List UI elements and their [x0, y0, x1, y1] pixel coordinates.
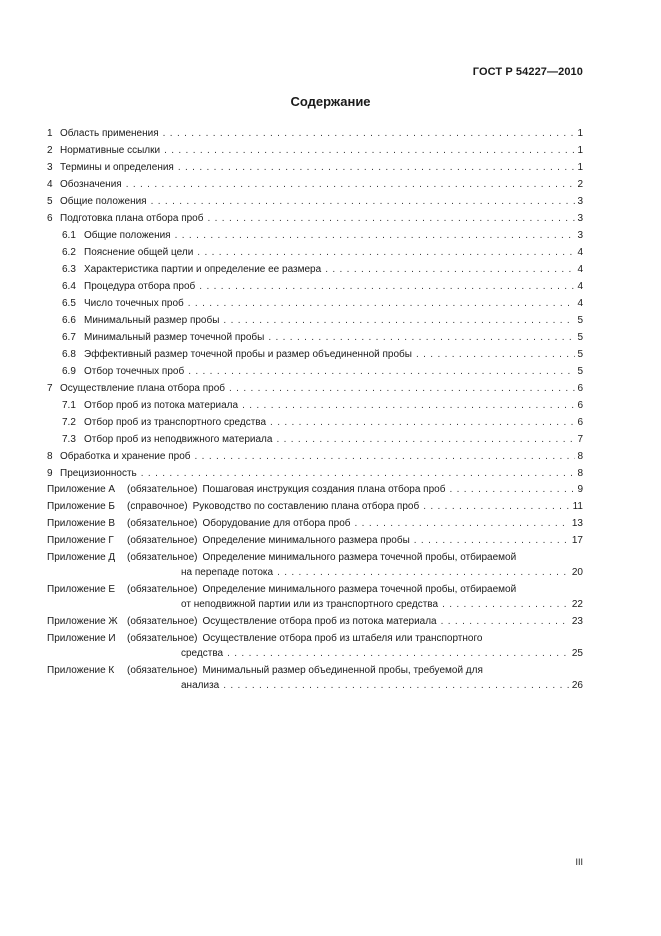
- appendix-first-line: [47, 482, 583, 497]
- toc-entry-line: [62, 261, 583, 278]
- toc-entry[interactable]: [47, 397, 583, 414]
- toc-entry-line: [47, 465, 583, 482]
- appendix-title: Определение минимального размера точечной пробы, отбираемой: [202, 552, 517, 563]
- document-standard-number: ГОСТ Р 54227—2010: [472, 66, 583, 78]
- appendix-first-line: [47, 516, 583, 531]
- appendix-title-continuation: от неподвижной партии или из транспортного средства: [181, 599, 439, 610]
- appendix-category: (обязательное): [127, 535, 198, 546]
- toc-entry-label: Подготовка плана отбора проб: [60, 213, 204, 224]
- toc-entry-line: [47, 125, 583, 142]
- toc-appendices: [47, 482, 583, 693]
- toc-entry-label: Общие положения: [60, 196, 147, 207]
- toc-entry[interactable]: [47, 261, 583, 278]
- toc-leader-dots: [270, 414, 575, 431]
- toc-entry-line: [47, 448, 583, 465]
- toc-entry-number: 9: [47, 468, 53, 479]
- toc-entry[interactable]: [47, 176, 583, 193]
- toc-entry-page: 5: [577, 315, 583, 326]
- toc-leader-dots: [163, 125, 575, 142]
- toc-appendix-entry[interactable]: [47, 516, 583, 531]
- toc-entry-number: 6.8: [62, 349, 76, 360]
- toc-entry[interactable]: [47, 414, 583, 431]
- toc-leader-dots: [164, 142, 575, 159]
- toc-leader-dots: [242, 397, 575, 414]
- toc-entry-line: [62, 244, 583, 261]
- appendix-key: Приложение В: [47, 518, 116, 529]
- toc-entry-label: Число точечных проб: [84, 298, 184, 309]
- toc-entry-number: 1: [47, 128, 53, 139]
- appendix-page: 9: [577, 484, 583, 495]
- toc-leader-dots: [229, 380, 575, 397]
- appendix-category: (обязательное): [127, 518, 198, 529]
- toc-entry[interactable]: [47, 227, 583, 244]
- appendix-key: Приложение И: [47, 633, 116, 644]
- toc-entry[interactable]: [47, 363, 583, 380]
- toc-entry-line: [47, 193, 583, 210]
- toc-leader-dots: [199, 278, 575, 295]
- toc-leader-dots: [442, 597, 570, 612]
- toc-leader-dots: [178, 159, 575, 176]
- toc-leader-dots: [441, 614, 570, 629]
- appendix-first-line: [47, 631, 583, 646]
- toc-entry[interactable]: [47, 448, 583, 465]
- appendix-category: (обязательное): [127, 665, 198, 676]
- toc-entry-label: Минимальный размер пробы: [84, 315, 220, 326]
- toc-entry-number: 8: [47, 451, 53, 462]
- toc-appendix-entry[interactable]: [47, 533, 583, 548]
- toc-entry[interactable]: [47, 142, 583, 159]
- toc-entry-page: 3: [577, 196, 583, 207]
- toc-leader-dots: [325, 261, 575, 278]
- toc-entry-line: [62, 227, 583, 244]
- appendix-category: (обязательное): [127, 552, 198, 563]
- toc-entry-page: 2: [577, 179, 583, 190]
- toc-entry-number: 6.5: [62, 298, 76, 309]
- toc-entry-number: 6.6: [62, 315, 76, 326]
- appendix-title-continuation-line: [47, 678, 583, 693]
- toc-entry-number: 6.7: [62, 332, 76, 343]
- toc-entry-line: [62, 397, 583, 414]
- toc-entry-number: 7: [47, 383, 53, 394]
- toc-entry[interactable]: [47, 159, 583, 176]
- toc-entry-label: Отбор проб из неподвижного материала: [84, 434, 273, 445]
- toc-entry-label: Нормативные ссылки: [60, 145, 161, 156]
- toc-entry[interactable]: [47, 329, 583, 346]
- toc-leader-dots: [223, 312, 575, 329]
- toc-leader-dots: [268, 329, 575, 346]
- appendix-title: Определение минимального размера точечной пробы, отбираемой: [202, 584, 517, 595]
- toc-entry-line: [47, 210, 583, 227]
- toc-entry-label: Прецизионность: [60, 468, 137, 479]
- toc-entry-label: Обозначения: [60, 179, 122, 190]
- appendix-title-continuation-line: [47, 565, 583, 580]
- appendix-first-line: [47, 582, 583, 597]
- toc-entry[interactable]: [47, 210, 583, 227]
- toc-leader-dots: [414, 533, 570, 548]
- appendix-first-line: [47, 499, 583, 514]
- toc-entry-label: Минимальный размер точечной пробы: [84, 332, 265, 343]
- toc-leader-dots: [207, 210, 575, 227]
- appendix-title: Определение минимального размера пробы: [202, 535, 410, 546]
- toc-entry-page: 5: [577, 332, 583, 343]
- toc-leader-dots: [188, 363, 575, 380]
- toc-leader-dots: [175, 227, 575, 244]
- toc-entry-label: Отбор проб из транспортного средства: [84, 417, 267, 428]
- appendix-page: 11: [572, 501, 583, 512]
- toc-entry[interactable]: [47, 380, 583, 397]
- appendix-key: Приложение Б: [47, 501, 115, 512]
- toc-entry-page: 1: [577, 145, 583, 156]
- appendix-category: (обязательное): [127, 633, 198, 644]
- appendix-category: (обязательное): [127, 484, 198, 495]
- toc-entry-label: Процедура отбора проб: [84, 281, 196, 292]
- toc-leader-dots: [276, 431, 575, 448]
- toc-appendix-entry[interactable]: [47, 499, 583, 514]
- toc-entry-page: 7: [577, 434, 583, 445]
- appendix-title-continuation: средства: [181, 648, 224, 659]
- toc-entry-line: [62, 363, 583, 380]
- toc-entry[interactable]: [47, 278, 583, 295]
- appendix-page: 22: [571, 599, 583, 610]
- appendix-page: 17: [571, 535, 583, 546]
- toc-entry-number: 6.3: [62, 264, 76, 275]
- toc-entry-page: 1: [577, 128, 583, 139]
- toc-entry-label: Осуществление плана отбора проб: [60, 383, 226, 394]
- toc-entry[interactable]: [47, 346, 583, 363]
- toc-entry-page: 5: [577, 366, 583, 377]
- toc-entry-number: 6.2: [62, 247, 76, 258]
- toc-entry-number: 3: [47, 162, 53, 173]
- toc-entry-line: [47, 380, 583, 397]
- toc-entry-page: 6: [577, 400, 583, 411]
- appendix-key: Приложение А: [47, 484, 116, 495]
- toc-entry-number: 6.4: [62, 281, 76, 292]
- appendix-page: 13: [571, 518, 583, 529]
- toc-entry-line: [62, 414, 583, 431]
- toc-entry-line: [47, 142, 583, 159]
- toc-entry-label: Пояснение общей цели: [84, 247, 194, 258]
- appendix-title: Оборудование для отбора проб: [202, 518, 351, 529]
- appendix-key: Приложение Ж: [47, 616, 118, 627]
- toc-entry-line: [62, 346, 583, 363]
- toc-entry-label: Общие положения: [84, 230, 171, 241]
- toc-leader-dots: [227, 646, 570, 661]
- appendix-title: Осуществление отбора проб из потока материала: [202, 616, 437, 627]
- appendix-page: 25: [571, 648, 583, 659]
- toc-entry-page: 4: [577, 264, 583, 275]
- toc-entry-number: 6.1: [62, 230, 76, 241]
- toc-leader-dots: [277, 565, 570, 580]
- toc-entry-number: 4: [47, 179, 53, 190]
- toc-entry-number: 2: [47, 145, 53, 156]
- toc-entry-page: 1: [577, 162, 583, 173]
- toc-entry-number: 7.2: [62, 417, 76, 428]
- appendix-title: Руководство по составлению плана отбора проб: [192, 501, 420, 512]
- appendix-first-line: [47, 614, 583, 629]
- toc-entry-page: 4: [577, 281, 583, 292]
- toc-entry-number: 6: [47, 213, 53, 224]
- toc-leader-dots: [141, 465, 575, 482]
- appendix-title-continuation-line: [47, 646, 583, 661]
- appendix-title: Пошаговая инструкция создания плана отбора проб: [202, 484, 446, 495]
- toc-entry-label: Характеристика партии и определение ее размера: [84, 264, 322, 275]
- toc-entry-page: 3: [577, 230, 583, 241]
- toc-entry-page: 6: [577, 417, 583, 428]
- appendix-title-continuation: анализа: [181, 680, 220, 691]
- toc-entry[interactable]: [47, 431, 583, 448]
- toc-entry-number: 6.9: [62, 366, 76, 377]
- toc-entry-line: [47, 159, 583, 176]
- toc-entry-line: [62, 278, 583, 295]
- toc-entry-label: Отбор проб из потока материала: [84, 400, 239, 411]
- appendix-first-line: [47, 550, 583, 565]
- appendix-category: (обязательное): [127, 584, 198, 595]
- appendix-page: 26: [571, 680, 583, 691]
- toc-entry-label: Отбор точечных проб: [84, 366, 185, 377]
- appendix-key: Приложение Г: [47, 535, 114, 546]
- appendix-title: Минимальный размер объединенной пробы, требуемой для: [202, 665, 483, 676]
- toc-entry-number: 5: [47, 196, 53, 207]
- appendix-key: Приложение Е: [47, 584, 116, 595]
- table-of-contents: [47, 125, 583, 695]
- toc-leader-dots: [223, 678, 570, 693]
- toc-appendix-entry[interactable]: [47, 482, 583, 497]
- appendix-first-line: [47, 533, 583, 548]
- toc-entry-page: 5: [577, 349, 583, 360]
- toc-sections: [47, 125, 583, 482]
- toc-entry[interactable]: [47, 125, 583, 142]
- toc-appendix-entry[interactable]: [47, 550, 583, 580]
- toc-entry[interactable]: [47, 312, 583, 329]
- toc-appendix-entry[interactable]: [47, 663, 583, 693]
- toc-leader-dots: [151, 193, 575, 210]
- toc-entry-label: Обработка и хранение проб: [60, 451, 191, 462]
- toc-leader-dots: [197, 244, 575, 261]
- toc-leader-dots: [355, 516, 570, 531]
- toc-entry-number: 7.3: [62, 434, 76, 445]
- appendix-page: 20: [571, 567, 583, 578]
- toc-entry-page: 6: [577, 383, 583, 394]
- toc-entry-page: 3: [577, 213, 583, 224]
- appendix-category: (обязательное): [127, 616, 198, 627]
- toc-entry-page: 8: [577, 468, 583, 479]
- toc-appendix-entry[interactable]: [47, 631, 583, 661]
- toc-entry-line: [62, 295, 583, 312]
- toc-entry-line: [62, 329, 583, 346]
- toc-entry-page: 4: [577, 247, 583, 258]
- toc-entry-label: Эффективный размер точечной пробы и размер объединенной пробы: [84, 349, 412, 360]
- toc-leader-dots: [416, 346, 575, 363]
- appendix-key: Приложение Д: [47, 552, 116, 563]
- toc-entry-label: Область применения: [60, 128, 159, 139]
- toc-entry-label: Термины и определения: [60, 162, 174, 173]
- appendix-title-continuation: на перепаде потока: [181, 567, 274, 578]
- toc-leader-dots: [126, 176, 575, 193]
- toc-leader-dots: [449, 482, 575, 497]
- appendix-page: 23: [571, 616, 583, 627]
- toc-leader-dots: [195, 448, 576, 465]
- toc-leader-dots: [188, 295, 575, 312]
- appendix-key: Приложение К: [47, 665, 115, 676]
- toc-entry-number: 7.1: [62, 400, 76, 411]
- toc-entry-line: [62, 431, 583, 448]
- page-title: Содержание: [290, 94, 371, 109]
- toc-entry[interactable]: [47, 244, 583, 261]
- appendix-title: Осуществление отбора проб из штабеля или транспортного: [202, 633, 483, 644]
- appendix-title-continuation-line: [47, 597, 583, 612]
- toc-leader-dots: [423, 499, 570, 514]
- toc-appendix-entry[interactable]: [47, 614, 583, 629]
- appendix-first-line: [47, 663, 583, 678]
- toc-entry-line: [47, 176, 583, 193]
- appendix-category: (справочное): [127, 501, 188, 512]
- toc-entry[interactable]: [47, 295, 583, 312]
- toc-appendix-entry[interactable]: [47, 582, 583, 612]
- toc-entry[interactable]: [47, 193, 583, 210]
- toc-entry[interactable]: [47, 465, 583, 482]
- toc-entry-page: 4: [577, 298, 583, 309]
- toc-entry-line: [62, 312, 583, 329]
- page-number: III: [575, 857, 583, 867]
- toc-entry-page: 8: [577, 451, 583, 462]
